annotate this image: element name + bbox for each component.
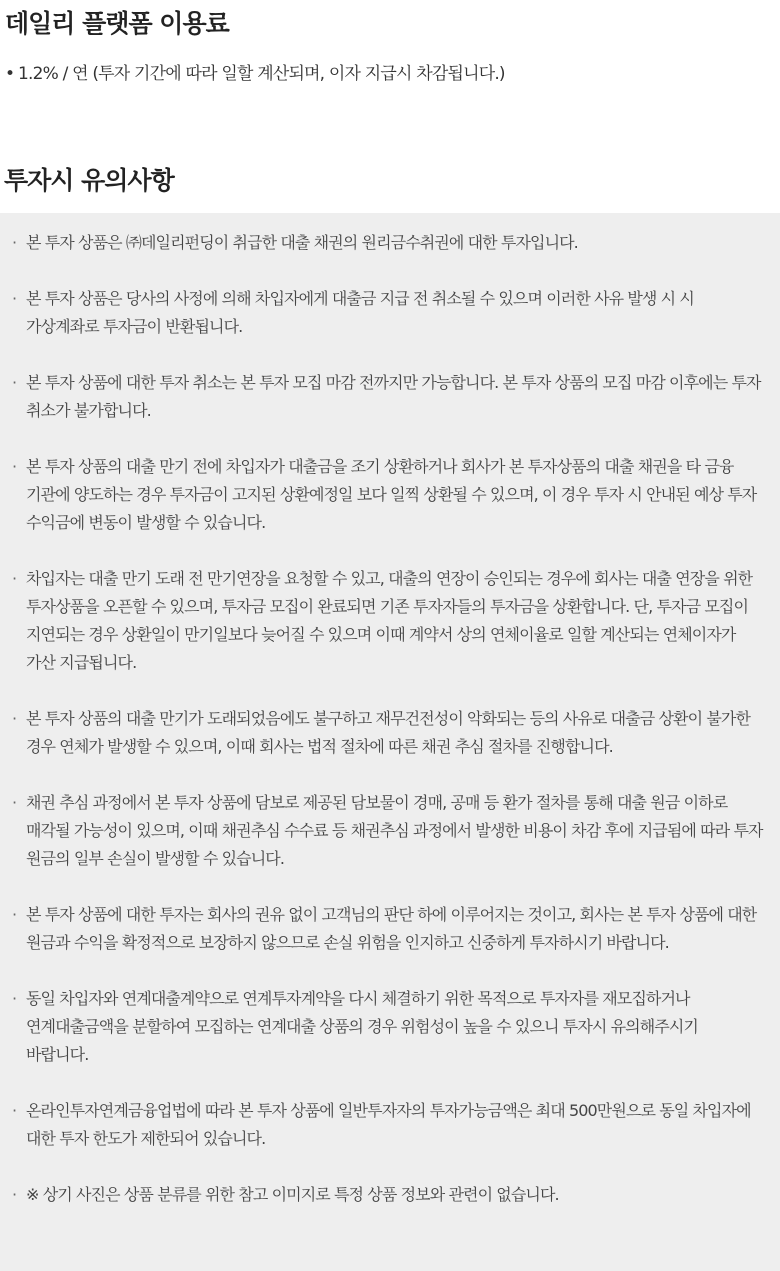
caution-item (12, 789, 764, 873)
caution-item (12, 1097, 764, 1153)
bullet-icon: · (12, 373, 17, 392)
bullet-icon: · (12, 569, 17, 588)
caution-item-text: 본 투자 상품의 대출 만기가 도래되었음에도 불구하고 재무건전성이 악화되는 등의 사유로 대출금 상환이 불가한 경우 연체가 발생할 수 있으며, 이때 회사는 법적 절차에 따른 채권 추심 절차를 진행합니다. (26, 709, 750, 756)
investment-caution-heading: 투자시 유의사항 (4, 166, 174, 195)
platform-fee-text: 1.2% / 연 (투자 기간에 따라 일할 계산되며, 이자 지급시 차감됩니다.) (18, 64, 505, 84)
caution-item (12, 1181, 764, 1209)
caution-item (12, 229, 764, 257)
bullet-icon: · (12, 905, 17, 924)
caution-item (12, 285, 764, 341)
platform-fee-item (5, 60, 505, 88)
caution-item (12, 985, 764, 1069)
caution-item-text: ※ 상기 사진은 상품 분류를 위한 참고 이미지로 특정 상품 정보와 관련이 없습니다. (26, 1185, 559, 1204)
caution-item (12, 565, 764, 677)
bullet-icon: · (12, 457, 17, 476)
caution-item (12, 901, 764, 957)
bullet-icon: · (12, 289, 17, 308)
caution-item-text: 본 투자 상품에 대한 투자는 회사의 권유 없이 고객님의 판단 하에 이루어지는 것이고, 회사는 본 투자 상품에 대한 원금과 수익을 확정적으로 보장하지 않으므로 손실 위험을 인지하고 신중하게 투자하시기 바랍니다. (26, 905, 757, 952)
caution-item (12, 369, 764, 425)
caution-panel (0, 213, 780, 1271)
bullet-icon: · (12, 709, 17, 728)
caution-item-text: 본 투자 상품에 대한 투자 취소는 본 투자 모집 마감 전까지만 가능합니다. 본 투자 상품의 모집 마감 이후에는 투자 취소가 불가합니다. (26, 373, 761, 420)
bullet-icon: · (12, 1101, 17, 1120)
caution-item-text: 차입자는 대출 만기 도래 전 만기연장을 요청할 수 있고, 대출의 연장이 승인되는 경우에 회사는 대출 연장을 위한 투자상품을 오픈할 수 있으며, 투자금 모집이 완료되면 기존 투자자들의 투자금을 상환합니다. 단, 투자금 모집이 지연되는 경우 상환일이 만기일보다 늦어질 수 있으며 이때 계약서 상의 연체이율로 일할 계산되는 연체이자가 가산 지급됩니다. (26, 569, 753, 672)
bullet-icon: · (12, 989, 17, 1008)
caution-item-text: 본 투자 상품은 ㈜데일리펀딩이 취급한 대출 채권의 원리금수취권에 대한 투자입니다. (26, 233, 578, 252)
caution-item-text: 동일 차입자와 연계대출계약으로 연계투자계약을 다시 체결하기 위한 목적으로 투자자를 재모집하거나 연계대출금액을 분할하여 모집하는 연계대출 상품의 경우 위험성이 높을 수 있으니 투자시 유의해주시기 바랍니다. (26, 989, 698, 1064)
caution-list (12, 229, 764, 1209)
caution-item-text: 온라인투자연계금융업법에 따라 본 투자 상품에 일반투자자의 투자가능금액은 최대 500만원으로 동일 차입자에 대한 투자 한도가 제한되어 있습니다. (26, 1101, 751, 1148)
caution-item-text: 채권 추심 과정에서 본 투자 상품에 담보로 제공된 담보물이 경매, 공매 등 환가 절차를 통해 대출 원금 이하로 매각될 가능성이 있으며, 이때 채권추심 수수료 등 채권추심 과정에서 발생한 비용이 차감 후에 지급됨에 따라 투자 원금의 일부 손실이 발생할 수 있습니다. (26, 793, 763, 868)
bullet-icon: · (12, 793, 17, 812)
caution-item (12, 705, 764, 761)
caution-item-text: 본 투자 상품은 당사의 사정에 의해 차입자에게 대출금 지급 전 취소될 수 있으며 이러한 사유 발생 시 시 가상계좌로 투자금이 반환됩니다. (26, 289, 694, 336)
platform-fee-heading: 데일리 플랫폼 이용료 (5, 9, 229, 38)
bullet-icon: · (12, 1185, 17, 1204)
bullet-icon: • (5, 64, 15, 84)
bullet-icon: · (12, 233, 17, 252)
caution-item-text: 본 투자 상품의 대출 만기 전에 차입자가 대출금을 조기 상환하거나 회사가 본 투자상품의 대출 채권을 타 금융 기관에 양도하는 경우 투자금이 고지된 상환예정일 보다 일찍 상환될 수 있으며, 이 경우 투자 시 안내된 예상 투자 수익금에 변동이 발생할 수 있습니다. (26, 457, 757, 532)
caution-item (12, 453, 764, 537)
